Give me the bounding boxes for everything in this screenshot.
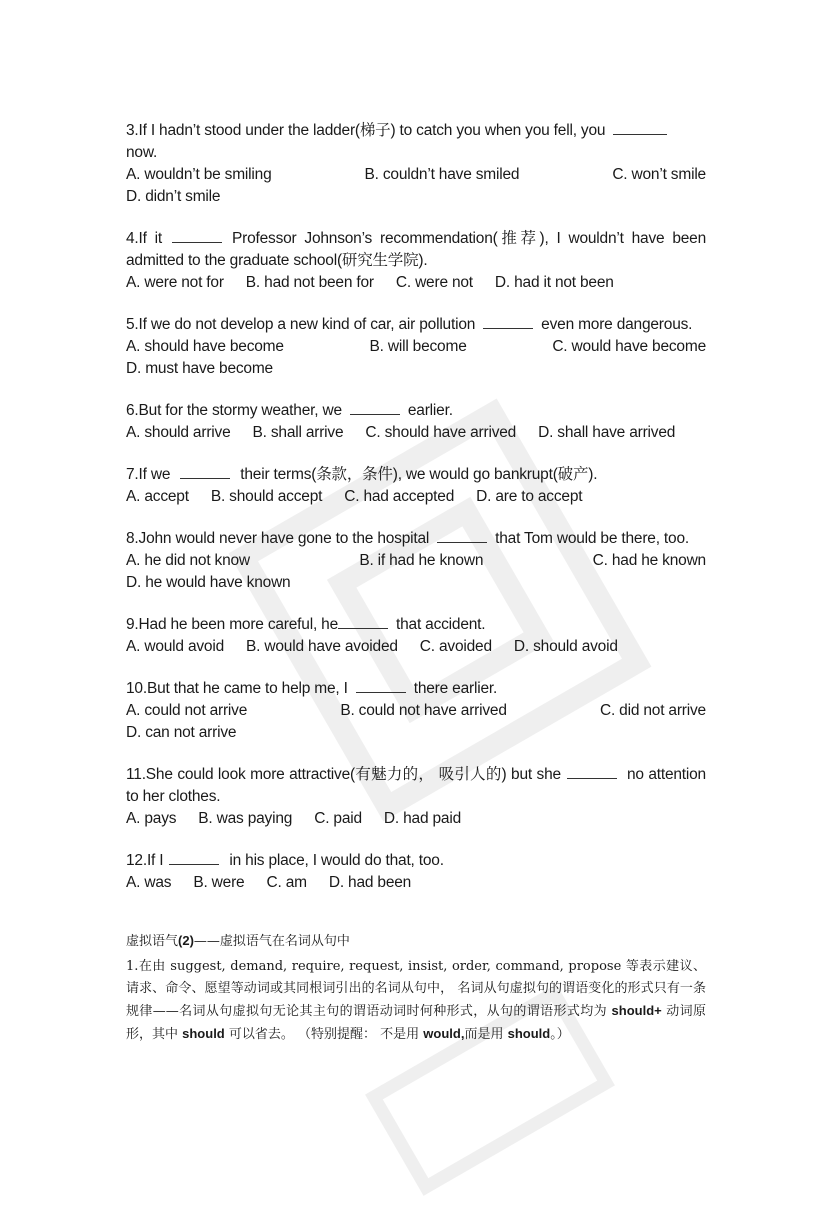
option-a: A. could not arrive [126,702,248,719]
stem-text: there earlier. [413,680,498,697]
option-a: A. were not for [126,274,224,291]
option-a: A. should have become [126,338,284,355]
option-d: D. shall have arrived [538,424,676,441]
options-row [126,700,706,744]
option-b: B. had not been for [245,274,374,291]
stem-text: Professor Johnson’s recommendation(推荐), I wouldn’t have been admitted to the graduate school(研究生学院). [126,230,707,269]
option-c: C. would have become [552,338,706,355]
stem-text: earlier. [407,402,453,419]
option-a: A. should arrive [126,424,231,441]
answer-blank [356,678,406,693]
option-c: C. had he known [592,552,706,569]
question-11 [126,764,706,830]
stem-text: now. [126,144,158,161]
option-d: D. must have become [126,360,273,377]
option-d: D. he would have known [126,574,291,591]
options-row [126,336,706,380]
rule-bold: would, [423,1026,465,1041]
option-a: A. pays [126,810,177,827]
heading-text: 虚拟语气 [126,934,179,949]
heading-number: (2) [178,933,194,948]
option-d: D. should avoid [513,638,618,655]
option-c: C. won’t smile [612,166,706,183]
question-12 [126,850,706,894]
option-a: A. accept [126,488,189,505]
answer-blank [567,764,617,779]
stem-text: in his place, I would do that, too. [229,852,444,869]
answer-blank [483,314,533,329]
answer-blank [180,464,230,479]
rule-text: 。） [550,1027,570,1042]
option-d: D. didn’t smile [126,188,221,205]
question-stem [126,614,706,636]
rule-paragraph [126,956,706,1046]
stem-text: 12.If I [126,852,164,869]
grammar-section [126,930,706,1046]
rule-text: 可以省去。 （特别提醒： 不是用 [224,1027,424,1042]
question-4 [126,228,706,294]
stem-text: 3.If I hadn’t stood under the ladder(梯子) to catch you when you fell, you [126,122,606,139]
stem-text: that accident. [396,616,486,633]
option-b: B. shall arrive [252,424,344,441]
answer-blank [172,228,222,243]
option-d: D. can not arrive [126,724,237,741]
option-b: B. was paying [198,810,293,827]
rule-bold: should+ [611,1003,662,1018]
stem-text: 8.John would never have gone to the hospital [126,530,430,547]
stem-text: 5.If we do not develop a new kind of car, air pollution [126,316,476,333]
stem-text: that Tom would be there, too. [495,530,689,547]
document-page [126,120,706,1046]
question-stem [126,314,706,336]
stem-text: 11.She could look more attractive(有魅力的， 吸引人的) but she [126,766,561,783]
option-d: D. had been [328,874,412,891]
rule-text: 而是用 [464,1027,508,1042]
option-a: A. wouldn’t be smiling [126,166,272,183]
options-row [126,164,706,208]
heading-text: ——虚拟语气在名词从句中 [193,934,350,949]
question-5 [126,314,706,380]
stem-text: 4.If it [126,230,162,247]
option-c: C. did not arrive [599,702,706,719]
option-b: B. would have avoided [246,638,398,655]
options-row [126,422,706,444]
question-9 [126,614,706,658]
option-d: D. are to accept [476,488,583,505]
option-c: C. am [266,874,307,891]
rule-bold: should [182,1026,225,1041]
option-a: A. he did not know [126,552,250,569]
question-stem [126,850,706,872]
options-row [126,486,706,508]
option-c: C. avoided [419,638,492,655]
option-d: D. had it not been [494,274,614,291]
option-b: B. will become [369,338,467,355]
rule-text: 动词原形，其中 [126,1004,706,1042]
option-b: B. couldn’t have smiled [364,166,520,183]
options-row [126,272,706,294]
question-stem [126,528,706,550]
stem-text: even more dangerous. [541,316,693,333]
question-10 [126,678,706,744]
options-row [126,872,706,894]
option-c: C. should have arrived [365,424,517,441]
option-a: A. would avoid [126,638,225,655]
question-8 [126,528,706,594]
options-row [126,550,706,594]
rule-text: 1.在由 suggest, demand, require, request, insist, order, command, propose 等表示建议、请求、命令、愿望等动词或其同根词引出的名词从句中， 名词从句虚拟句的谓语变化的形式只有一条规律——名词从句虚拟句无论其主句的谓语动词时何种形式，从句的谓语形式均为 [126,959,706,1019]
option-d: D. had paid [383,810,462,827]
question-7 [126,464,706,508]
option-b: B. should accept [210,488,323,505]
stem-text: 10.But that he came to help me, I [126,680,348,697]
options-row [126,636,706,658]
stem-text: 6.But for the stormy weather, we [126,402,342,419]
stem-text: 7.If we [126,466,171,483]
option-c: C. were not [395,274,473,291]
answer-blank [437,528,487,543]
question-3 [126,120,706,208]
question-stem [126,764,706,808]
option-b: B. were [193,874,245,891]
answer-blank [338,614,388,629]
stem-text: 9.Had he been more careful, he [126,616,338,633]
section-heading [126,930,706,953]
question-stem [126,120,706,164]
answer-blank [613,120,667,135]
option-c: C. paid [314,810,362,827]
question-6 [126,400,706,444]
question-stem [126,678,706,700]
rule-bold: should [507,1026,551,1041]
option-a: A. was [126,874,172,891]
answer-blank [350,400,400,415]
question-stem [126,228,706,272]
stem-text: no attention to her clothes. [126,766,706,805]
option-b: B. could not have arrived [340,702,507,719]
option-c: C. had accepted [344,488,455,505]
stem-text: their terms(条款，条件), we would go bankrupt(破产). [240,466,598,483]
options-row [126,808,706,830]
question-stem [126,464,706,486]
option-b: B. if had he known [359,552,484,569]
answer-blank [169,850,219,865]
question-stem [126,400,706,422]
